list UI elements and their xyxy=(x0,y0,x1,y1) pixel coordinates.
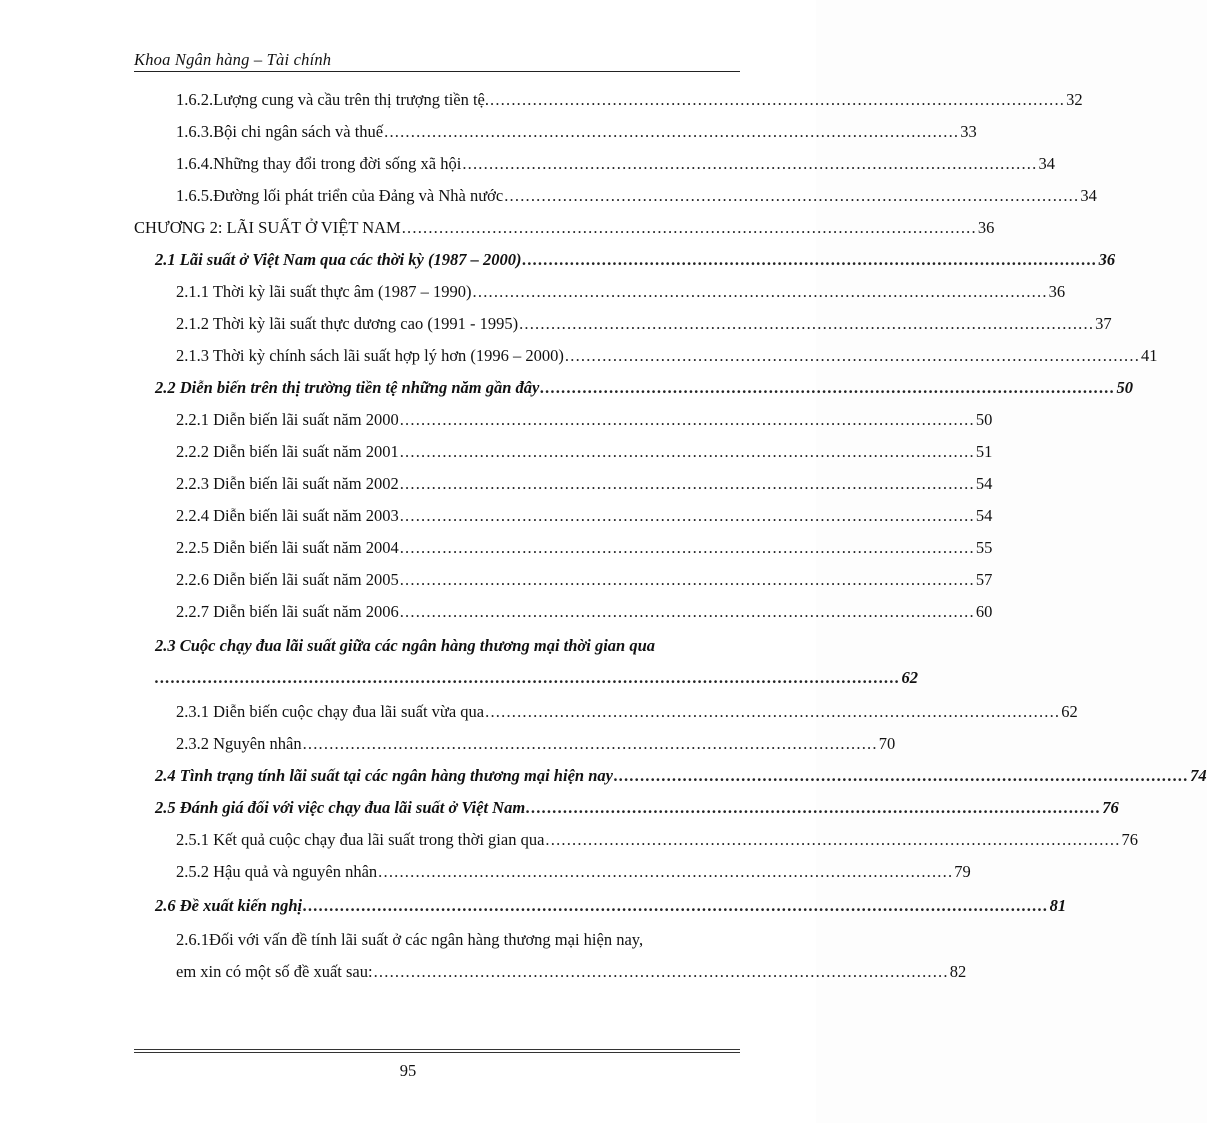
toc-entry-page: 62 xyxy=(1061,702,1078,721)
toc-entry[interactable] xyxy=(176,90,1083,110)
toc-leader-dots: ............................................................................................................ xyxy=(399,506,975,525)
toc-entry[interactable] xyxy=(176,830,1139,850)
toc-entry-title: 2.5.2 Hậu quả và nguyên nhân xyxy=(176,862,378,881)
toc-entry-page: 41 xyxy=(1141,346,1158,365)
toc-entry-page: 54 xyxy=(975,506,993,525)
toc-leader-dots: ............................................................................................................ xyxy=(526,798,1102,817)
toc-section-entry[interactable] xyxy=(155,378,1133,398)
toc-entry[interactable] xyxy=(176,862,971,882)
toc-leader-dots: ............................................................................................................ xyxy=(564,346,1141,365)
toc-section-entry[interactable] xyxy=(155,250,1116,270)
toc-entry[interactable] xyxy=(176,282,1066,302)
toc-leader-dots: ............................................................................................................................................ xyxy=(155,668,901,687)
toc-entry[interactable] xyxy=(176,506,993,526)
toc-entry-title: 2.2.7 Diễn biến lãi suất năm 2006 xyxy=(176,602,399,621)
toc-entry[interactable] xyxy=(176,702,1078,722)
toc-entry[interactable] xyxy=(176,346,1158,366)
toc-entry-title: 2.3.1 Diễn biến cuộc chạy đua lãi suất vừa qua xyxy=(176,702,485,721)
toc-entry-page: 81 xyxy=(1049,896,1067,915)
toc-entry[interactable] xyxy=(176,186,1097,206)
toc-leader-dots: ............................................................................................................ xyxy=(472,282,1048,301)
toc-entry-title: 1.6.5.Đường lối phát triển của Đảng và Nhà nước xyxy=(176,186,504,205)
toc-entry-page: 50 xyxy=(975,410,993,429)
footer-rule xyxy=(134,1049,740,1050)
toc-leader-dots: ............................................................................................................ xyxy=(378,862,954,881)
toc-section-entry[interactable] xyxy=(155,766,1207,786)
toc-entry-continuation[interactable] xyxy=(176,962,967,982)
toc-leader-dots: ............................................................................................................ xyxy=(373,962,949,981)
toc-entry-title: 1.6.3.Bội chi ngân sách và thuế xyxy=(176,122,384,141)
toc-entry-page: 74 xyxy=(1190,766,1207,785)
toc-entry-title: 2.1 Lãi suất ở Việt Nam qua các thời kỳ (1987 – 2000) xyxy=(155,250,522,269)
toc-entry[interactable] xyxy=(176,538,993,558)
toc-entry-page: 51 xyxy=(975,442,993,461)
toc-leader-dots: ............................................................................................................ xyxy=(490,90,1066,109)
toc-entry-page: 62 xyxy=(901,668,918,687)
toc-entry-page: 50 xyxy=(1116,378,1133,397)
toc-entry-page: 34 xyxy=(1038,154,1055,173)
toc-entry-title: 2.4 Tình trạng tính lãi suất tại các ngân hàng thương mại hiện nay xyxy=(155,766,613,785)
toc-entry-page: 54 xyxy=(975,474,993,493)
toc-entry-title: CHƯƠNG 2: LÃI SUẤT Ở VIỆT NAM xyxy=(134,218,401,237)
toc-entry[interactable] xyxy=(176,602,993,622)
toc-entry-title: 2.2.6 Diễn biến lãi suất năm 2005 xyxy=(176,570,399,589)
toc-leader-dots: ............................................................................................................ xyxy=(384,122,960,141)
toc-entry[interactable] xyxy=(176,410,993,430)
toc-entry-page: 34 xyxy=(1080,186,1097,205)
toc-entry-title: 2.1.3 Thời kỳ chính sách lãi suất hợp lý hơn (1996 – 2000) xyxy=(176,346,564,365)
running-header: Khoa Ngân hàng – Tài chính xyxy=(134,50,332,69)
toc-entry[interactable] xyxy=(176,442,993,462)
toc-entry-title: 2.2.1 Diễn biến lãi suất năm 2000 xyxy=(176,410,399,429)
toc-entry-page: 36 xyxy=(1098,250,1116,269)
toc-entry-page: 76 xyxy=(1102,798,1119,817)
footer-rule xyxy=(134,1052,740,1053)
toc-section-entry[interactable] xyxy=(155,798,1119,818)
toc-entry-page: 33 xyxy=(960,122,977,141)
toc-entry-page: 36 xyxy=(1048,282,1066,301)
toc-leader-dots: ............................................................................................................ xyxy=(522,250,1098,269)
toc-entry-title: 2.2.3 Diễn biến lãi suất năm 2002 xyxy=(176,474,399,493)
toc-leader-dots: ............................................................................................................ xyxy=(399,442,975,461)
toc-leader-dots: ............................................................................................................ xyxy=(540,378,1116,397)
toc-section-entry-continuation[interactable] xyxy=(155,668,918,688)
toc-entry-page: 57 xyxy=(975,570,993,589)
toc-entry-title: 2.5 Đánh giá đối với việc chạy đua lãi suất ở Việt Nam xyxy=(155,798,526,817)
header-rule xyxy=(134,71,740,72)
toc-entry-page: 60 xyxy=(975,602,993,621)
toc-entry-title: 2.2.5 Diễn biến lãi suất năm 2004 xyxy=(176,538,399,557)
toc-leader-dots: ............................................................................................................ xyxy=(399,602,975,621)
toc-leader-dots: ............................................................................................................ xyxy=(545,830,1121,849)
toc-leader-dots: ............................................................................................................ xyxy=(302,734,878,753)
toc-leader-dots: ............................................................................................................ xyxy=(399,410,975,429)
toc-entry-title: 2.3.2 Nguyên nhân xyxy=(176,734,302,753)
toc-leader-dots: ............................................................................................................................................ xyxy=(303,896,1049,915)
toc-entry-page: 37 xyxy=(1095,314,1112,333)
toc-entry-title: 2.6 Đề xuất kiến nghị xyxy=(155,896,303,915)
toc-entry[interactable] xyxy=(176,734,896,754)
toc-entry[interactable] xyxy=(176,314,1112,334)
toc-entry-title: 2.2.2 Diễn biến lãi suất năm 2001 xyxy=(176,442,399,461)
toc-entry-title: 2.1.2 Thời kỳ lãi suất thực dương cao (1991 - 1995) xyxy=(176,314,519,333)
toc-entry-title[interactable]: 2.6.1Đối với vấn đề tính lãi suất ở các ngân hàng thương mại hiện nay, xyxy=(176,930,644,949)
toc-leader-dots: ............................................................................................................ xyxy=(399,570,975,589)
toc-entry[interactable] xyxy=(176,154,1055,174)
toc-chapter-entry[interactable] xyxy=(134,218,995,238)
toc-leader-dots: ............................................................................................................ xyxy=(504,186,1080,205)
toc-entry-title: 1.6.4.Những thay đổi trong đời sống xã hội xyxy=(176,154,462,173)
toc-entry[interactable] xyxy=(176,122,977,142)
toc-leader-dots: ............................................................................................................ xyxy=(462,154,1038,173)
toc-leader-dots: ............................................................................................................ xyxy=(485,702,1061,721)
toc-leader-dots: ............................................................................................................ xyxy=(613,766,1190,785)
toc-entry-page: 76 xyxy=(1121,830,1139,849)
toc-entry-page: 70 xyxy=(878,734,896,753)
toc-section-entry[interactable] xyxy=(155,896,1067,916)
toc-entry-title-continuation: em xin có một số đề xuất sau: xyxy=(176,962,373,981)
toc-entry-title: 2.2 Diễn biến trên thị trường tiền tệ những năm gần đây xyxy=(155,378,540,397)
toc-section-entry-title[interactable]: 2.3 Cuộc chạy đua lãi suất giữa các ngân hàng thương mại thời gian qua xyxy=(155,636,656,655)
toc-entry-page: 79 xyxy=(954,862,971,881)
toc-entry-title: 2.2.4 Diễn biến lãi suất năm 2003 xyxy=(176,506,399,525)
toc-entry-page: 82 xyxy=(949,962,967,981)
toc-entry[interactable] xyxy=(176,474,993,494)
page-number: 95 xyxy=(399,1061,417,1080)
toc-leader-dots: ............................................................................................................ xyxy=(399,538,975,557)
toc-entry-title: 2.1.1 Thời kỳ lãi suất thực âm (1987 – 1990) xyxy=(176,282,472,301)
toc-entry-page: 55 xyxy=(975,538,993,557)
toc-entry[interactable] xyxy=(176,570,993,590)
toc-entry-page: 36 xyxy=(977,218,995,237)
toc-entry-page: 32 xyxy=(1066,90,1083,109)
toc-entry-title: 1.6.2.Lượng cung và cầu trên thị trượng tiền tệ. xyxy=(176,90,490,109)
toc-leader-dots: ............................................................................................................ xyxy=(401,218,977,237)
toc-leader-dots: ............................................................................................................ xyxy=(519,314,1095,333)
toc-leader-dots: ............................................................................................................ xyxy=(399,474,975,493)
toc-entry-title: 2.5.1 Kết quả cuộc chạy đua lãi suất trong thời gian qua xyxy=(176,830,545,849)
